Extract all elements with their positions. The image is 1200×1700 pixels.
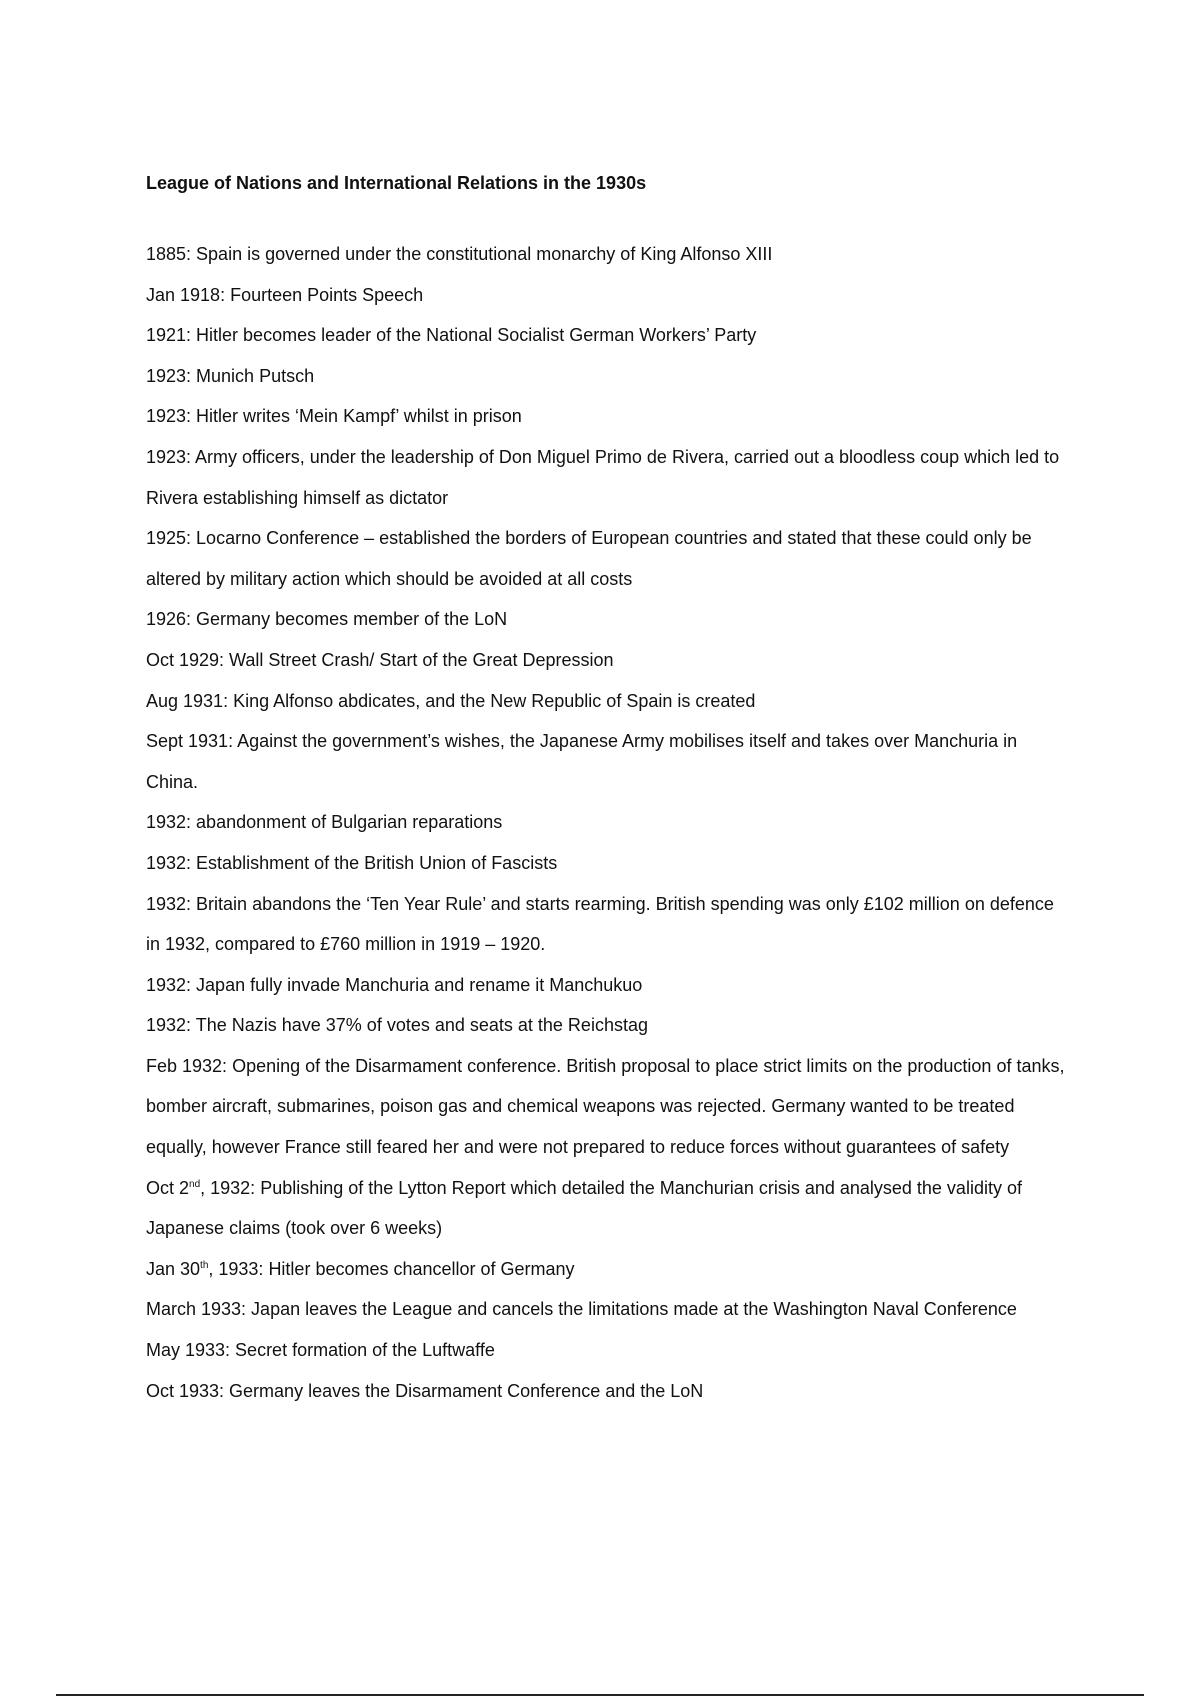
timeline-entry: 1932: The Nazis have 37% of votes and seats at the Reichstag	[146, 1015, 648, 1036]
ordinal-suffix: nd	[189, 1178, 201, 1190]
timeline-entry: 1932: abandonment of Bulgarian reparations	[146, 812, 503, 833]
timeline-entry: 1923: Munich Putsch	[146, 365, 315, 386]
entry-date-prefix: Oct 2	[146, 1177, 190, 1198]
ordinal-suffix: th	[200, 1259, 209, 1271]
timeline-entry: 1926: Germany becomes member of the LoN	[146, 609, 508, 630]
footer-divider	[56, 1694, 1144, 1696]
timeline-entry: 1921: Hitler becomes leader of the National Socialist German Workers’ Party	[146, 325, 757, 346]
timeline-entry: March 1933: Japan leaves the League and cancels the limitations made at the Washington Naval Conference	[146, 1299, 1017, 1320]
timeline-entry: Feb 1932: Opening of the Disarmament conference. British proposal to place strict limits on the production of tanks, bomber aircraft, submarines, poison gas and chemical weapons was rejected. Germany wanted to be treated equally, however France still feared her and were not prepared to reduce forces without guarantees of safety	[146, 1055, 1065, 1158]
timeline-entry: Aug 1931: King Alfonso abdicates, and the New Republic of Spain is created	[146, 690, 756, 711]
entry-text: , 1933: Hitler becomes chancellor of Germany	[208, 1258, 575, 1279]
entry-text: , 1932: Publishing of the Lytton Report which detailed the Manchurian crisis and analysed the validity of Japanese claims (took over 6 weeks)	[146, 1177, 1022, 1239]
timeline-entry: May 1933: Secret formation of the Luftwaffe	[146, 1340, 495, 1361]
timeline-entry: Sept 1931: Against the government’s wishes, the Japanese Army mobilises itself and takes over Manchuria in China.	[146, 731, 1018, 792]
timeline-entry: Oct 1933: Germany leaves the Disarmament Conference and the LoN	[146, 1380, 704, 1401]
timeline-entry	[146, 1168, 1066, 1249]
timeline-entry: 1923: Army officers, under the leadership of Don Miguel Primo de Rivera, carried out a bloodless coup which led to Rivera establishing himself as dictator	[146, 446, 1060, 508]
timeline-entry	[146, 1249, 1066, 1290]
timeline-entry: Jan 1918: Fourteen Points Speech	[146, 284, 424, 305]
timeline-list	[146, 234, 1066, 1411]
timeline-entry: 1885: Spain is governed under the constitutional monarchy of King Alfonso XIII	[146, 244, 773, 264]
timeline-entry: Oct 1929: Wall Street Crash/ Start of the Great Depression	[146, 649, 614, 670]
entry-date-prefix: Jan 30	[146, 1258, 201, 1279]
timeline-entry: 1932: Britain abandons the ‘Ten Year Rule’ and starts rearming. British spending was only £102 million on defence in 1932, compared to £760 million in 1919 – 1920.	[146, 893, 1054, 955]
timeline-entry: 1932: Establishment of the British Union of Fascists	[146, 852, 558, 873]
timeline-entry: 1932: Japan fully invade Manchuria and rename it Manchukuo	[146, 974, 643, 995]
timeline-entry: 1923: Hitler writes ‘Mein Kampf’ whilst in prison	[146, 406, 522, 427]
document-title: League of Nations and International Relations in the 1930s	[146, 173, 647, 193]
timeline-entry: 1925: Locarno Conference – established the borders of European countries and stated that these could only be altered by military action which should be avoided at all costs	[146, 528, 1032, 589]
